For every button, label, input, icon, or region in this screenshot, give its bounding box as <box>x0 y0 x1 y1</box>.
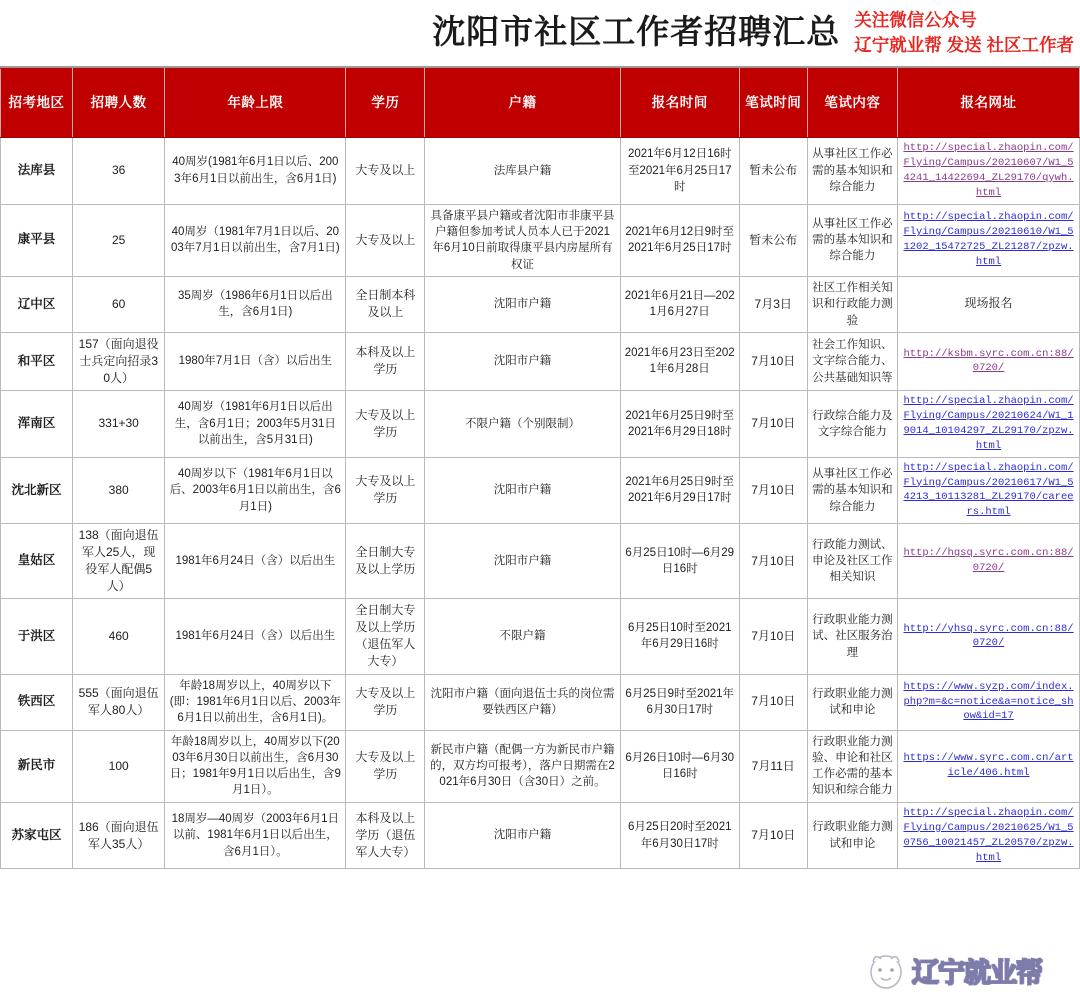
cell-region: 苏家屯区 <box>1 802 73 869</box>
cell-household: 沈阳市户籍 <box>425 457 620 524</box>
column-header-household: 户籍 <box>425 69 620 138</box>
cell-region: 康平县 <box>1 204 73 276</box>
cell-site[interactable] <box>898 391 1080 458</box>
cell-region: 浑南区 <box>1 391 73 458</box>
cell-age: 18周岁—40周岁（2003年6月1日以前、1981年6月1日以后出生，含6月1日）。 <box>165 802 346 869</box>
cell-exam_time: 7月3日 <box>739 276 807 332</box>
cell-age: 35周岁（1986年6月1日以后出生，含6月1日) <box>165 276 346 332</box>
cell-reg_time: 2021年6月21日—2021月6月27日 <box>620 276 739 332</box>
cell-exam_content: 行政职业能力测试、社区服务治理 <box>807 599 897 674</box>
mascot-icon <box>864 948 908 992</box>
cell-edu: 大专及以上 <box>346 138 425 205</box>
cell-site[interactable] <box>898 674 1080 730</box>
cell-exam_content: 从事社区工作必需的基本知识和综合能力 <box>807 457 897 524</box>
promo-block <box>854 8 1074 59</box>
cell-exam_time: 7月10日 <box>739 524 807 599</box>
table-row <box>1 524 1080 599</box>
table-body <box>1 138 1080 869</box>
cell-site[interactable] <box>898 599 1080 674</box>
cell-age: 40周岁(1981年6月1日以后、2003年6月1日以前出生，含6月1日) <box>165 138 346 205</box>
column-header-count: 招聘人数 <box>72 69 164 138</box>
table-row <box>1 457 1080 524</box>
cell-reg_time: 6月25日20时至2021年6月30日17时 <box>620 802 739 869</box>
cell-household: 沈阳市户籍 <box>425 276 620 332</box>
registration-url-link[interactable]: https://www.syzp.com/index.php?m=&c=notice&a=notice_show&id=17 <box>903 680 1074 723</box>
table-row <box>1 276 1080 332</box>
cell-household: 沈阳市户籍 <box>425 524 620 599</box>
cell-exam_content: 从事社区工作必需的基本知识和综合能力 <box>807 204 897 276</box>
cell-household: 法库县户籍 <box>425 138 620 205</box>
table-row <box>1 391 1080 458</box>
cell-exam_time: 7月10日 <box>739 674 807 730</box>
column-header-exam-time: 笔试时间 <box>739 69 807 138</box>
cell-exam_time: 7月10日 <box>739 391 807 458</box>
cell-exam_time: 7月11日 <box>739 730 807 802</box>
cell-age: 1980年7月1日（含）以后出生 <box>165 332 346 390</box>
cell-reg_time: 6月25日10时—6月29日16时 <box>620 524 739 599</box>
cell-household: 具备康平县户籍或者沈阳市非康平县户籍但参加考试人员本人已于2021年6月10日前取得康平县内房屋所有权证 <box>425 204 620 276</box>
cell-exam_content: 行政职业能力测验、申论和社区工作必需的基本知识和综合能力 <box>807 730 897 802</box>
column-header-education: 学历 <box>346 69 425 138</box>
cell-edu: 大专及以上学历 <box>346 391 425 458</box>
table-row <box>1 138 1080 205</box>
cell-edu: 本科及以上学历（退伍军人大专） <box>346 802 425 869</box>
table-row <box>1 204 1080 276</box>
cell-exam_content: 行政职业能力测试和申论 <box>807 802 897 869</box>
cell-count: 25 <box>72 204 164 276</box>
cell-site[interactable] <box>898 457 1080 524</box>
cell-age: 年龄18周岁以上，40周岁以下(即：1981年6月1日以后、2003年6月1日以前出生，含6月1日)。 <box>165 674 346 730</box>
cell-exam_time: 7月10日 <box>739 802 807 869</box>
table-row <box>1 332 1080 390</box>
cell-count: 60 <box>72 276 164 332</box>
cell-count: 186（面向退伍军人35人） <box>72 802 164 869</box>
cell-count: 138（面向退伍军人25人，现役军人配偶5人） <box>72 524 164 599</box>
cell-site[interactable] <box>898 204 1080 276</box>
watermark-text: 辽宁就业帮 <box>912 957 1042 988</box>
table-row <box>1 802 1080 869</box>
cell-site[interactable] <box>898 138 1080 205</box>
cell-age: 40周岁（1981年6月1日以后出生，含6月1日；2003年5月31日以前出生，含5月31日) <box>165 391 346 458</box>
cell-site[interactable] <box>898 524 1080 599</box>
cell-region: 于洪区 <box>1 599 73 674</box>
cell-site <box>898 276 1080 332</box>
cell-household: 新民市户籍（配偶一方为新民市户籍的，双方均可报考），落户日期需在2021年6月30日（含30日）之前。 <box>425 730 620 802</box>
registration-url-link[interactable]: https://www.syrc.com.cn/article/406.html <box>903 752 1074 780</box>
cell-reg_time: 2021年6月25日9时至2021年6月29日17时 <box>620 457 739 524</box>
registration-url-link[interactable]: http://ksbm.syrc.com.cn:88/0720/ <box>903 347 1074 375</box>
cell-exam_time: 7月10日 <box>739 332 807 390</box>
cell-exam_content: 行政能力测试、申论及社区工作相关知识 <box>807 524 897 599</box>
cell-reg_time: 6月26日10时—6月30日16时 <box>620 730 739 802</box>
registration-url-link[interactable]: http://special.zhaopin.com/Flying/Campus/20210624/W1_19014_10104297_ZL29170/zpzw.html <box>903 395 1074 452</box>
column-header-age: 年龄上限 <box>165 69 346 138</box>
registration-url-link[interactable]: http://special.zhaopin.com/Flying/Campus/20210625/W1_50756_10021457_ZL20570/zpzw.html <box>903 806 1074 864</box>
cell-age: 1981年6月24日（含）以后出生 <box>165 599 346 674</box>
cell-count: 331+30 <box>72 391 164 458</box>
cell-exam_time: 7月10日 <box>739 457 807 524</box>
cell-reg_time: 2021年6月25日9时至2021年6月29日18时 <box>620 391 739 458</box>
cell-exam_content: 从事社区工作必需的基本知识和综合能力 <box>807 138 897 205</box>
promo-line-1: 关注微信公众号 <box>854 9 977 30</box>
column-header-reg-time: 报名时间 <box>620 69 739 138</box>
cell-edu: 全日制大专及以上学历（退伍军人大专） <box>346 599 425 674</box>
cell-reg_time: 6月25日9时至2021年6月30日17时 <box>620 674 739 730</box>
cell-count: 157（面向退役士兵定向招录30人） <box>72 332 164 390</box>
cell-edu: 大专及以上学历 <box>346 674 425 730</box>
cell-region: 皇姑区 <box>1 524 73 599</box>
cell-exam_content: 行政职业能力测试和申论 <box>807 674 897 730</box>
cell-age: 40周岁（1981年7月1日以后、2003年7月1日以前出生，含7月1日) <box>165 204 346 276</box>
cell-region: 沈北新区 <box>1 457 73 524</box>
cell-reg_time: 2021年6月12日9时至2021年6月25日17时 <box>620 204 739 276</box>
cell-reg_time: 2021年6月23日至2021年6月28日 <box>620 332 739 390</box>
cell-count: 380 <box>72 457 164 524</box>
cell-region: 和平区 <box>1 332 73 390</box>
watermark <box>864 941 1074 999</box>
cell-exam_time: 暂未公布 <box>739 204 807 276</box>
cell-count: 36 <box>72 138 164 205</box>
table-row <box>1 730 1080 802</box>
table-header-row <box>1 69 1080 138</box>
registration-url-link[interactable]: http://hgsq.syrc.com.cn:88/0720/ <box>903 547 1074 575</box>
cell-exam_time: 7月10日 <box>739 599 807 674</box>
registration-note: 现场报名 <box>964 296 1013 311</box>
cell-edu: 本科及以上学历 <box>346 332 425 390</box>
column-header-exam-content: 笔试内容 <box>807 69 897 138</box>
cell-region: 法库县 <box>1 138 73 205</box>
cell-household: 沈阳市户籍 <box>425 332 620 390</box>
column-header-site: 报名网址 <box>898 69 1080 138</box>
cell-exam_time: 暂未公布 <box>739 138 807 205</box>
cell-reg_time: 6月25日10时至2021年6月29日16时 <box>620 599 739 674</box>
cell-household: 不限户籍（个别限制） <box>425 391 620 458</box>
cell-region: 铁西区 <box>1 674 73 730</box>
table-row <box>1 674 1080 730</box>
cell-site[interactable] <box>898 332 1080 390</box>
table-header <box>1 69 1080 138</box>
cell-edu: 大专及以上学历 <box>346 457 425 524</box>
cell-exam_content: 社会工作知识、文字综合能力、公共基础知识等 <box>807 332 897 390</box>
cell-count: 460 <box>72 599 164 674</box>
page-title: 沈阳市社区工作者招聘汇总 <box>432 14 841 51</box>
cell-site[interactable] <box>898 802 1080 869</box>
cell-household: 沈阳市户籍 <box>425 802 620 869</box>
cell-edu: 大专及以上 <box>346 204 425 276</box>
cell-count: 100 <box>72 730 164 802</box>
cell-region: 新民市 <box>1 730 73 802</box>
cell-region: 辽中区 <box>1 276 73 332</box>
cell-edu: 全日制本科及以上 <box>346 276 425 332</box>
cell-reg_time: 2021年6月12日16时至2021年6月25日17时 <box>620 138 739 205</box>
cell-edu: 大专及以上学历 <box>346 730 425 802</box>
registration-url-link[interactable]: http://special.zhaopin.com/Flying/Campus/20210617/W1_54213_10113281_ZL29170/careers.html <box>903 461 1074 519</box>
recruitment-table <box>0 68 1080 869</box>
cell-age: 1981年6月24日（含）以后出生 <box>165 524 346 599</box>
promo-line-2: 辽宁就业帮 发送 社区工作者 <box>854 35 1074 55</box>
table-row <box>1 599 1080 674</box>
cell-exam_content: 社区工作相关知识和行政能力测验 <box>807 276 897 332</box>
cell-age: 年龄18周岁以上，40周岁以下(2003年6月30日以前出生，含6月30日；1981年9月1日以后出生，含9月1日）。 <box>165 730 346 802</box>
cell-count: 555（面向退伍军人80人） <box>72 674 164 730</box>
cell-age: 40周岁以下（1981年6月1日以后、2003年6月1日以前出生，含6月1日) <box>165 457 346 524</box>
cell-household: 沈阳市户籍（面向退伍士兵的岗位需要铁西区户籍） <box>425 674 620 730</box>
page-header <box>0 0 1080 68</box>
registration-url-link[interactable]: http://special.zhaopin.com/Flying/Campus/20210607/W1_54241_14422694_ZL29170/qywh.html <box>903 142 1074 199</box>
cell-household: 不限户籍 <box>425 599 620 674</box>
registration-url-link[interactable]: http://yhsq.syrc.com.cn:88/0720/ <box>903 622 1074 650</box>
cell-exam_content: 行政综合能力及文字综合能力 <box>807 391 897 458</box>
cell-site[interactable] <box>898 730 1080 802</box>
registration-url-link[interactable]: http://special.zhaopin.com/Flying/Campus/20210610/W1_51202_15472725_ZL21287/zpzw.html <box>903 211 1074 269</box>
cell-edu: 全日制大专及以上学历 <box>346 524 425 599</box>
column-header-region: 招考地区 <box>1 69 73 138</box>
